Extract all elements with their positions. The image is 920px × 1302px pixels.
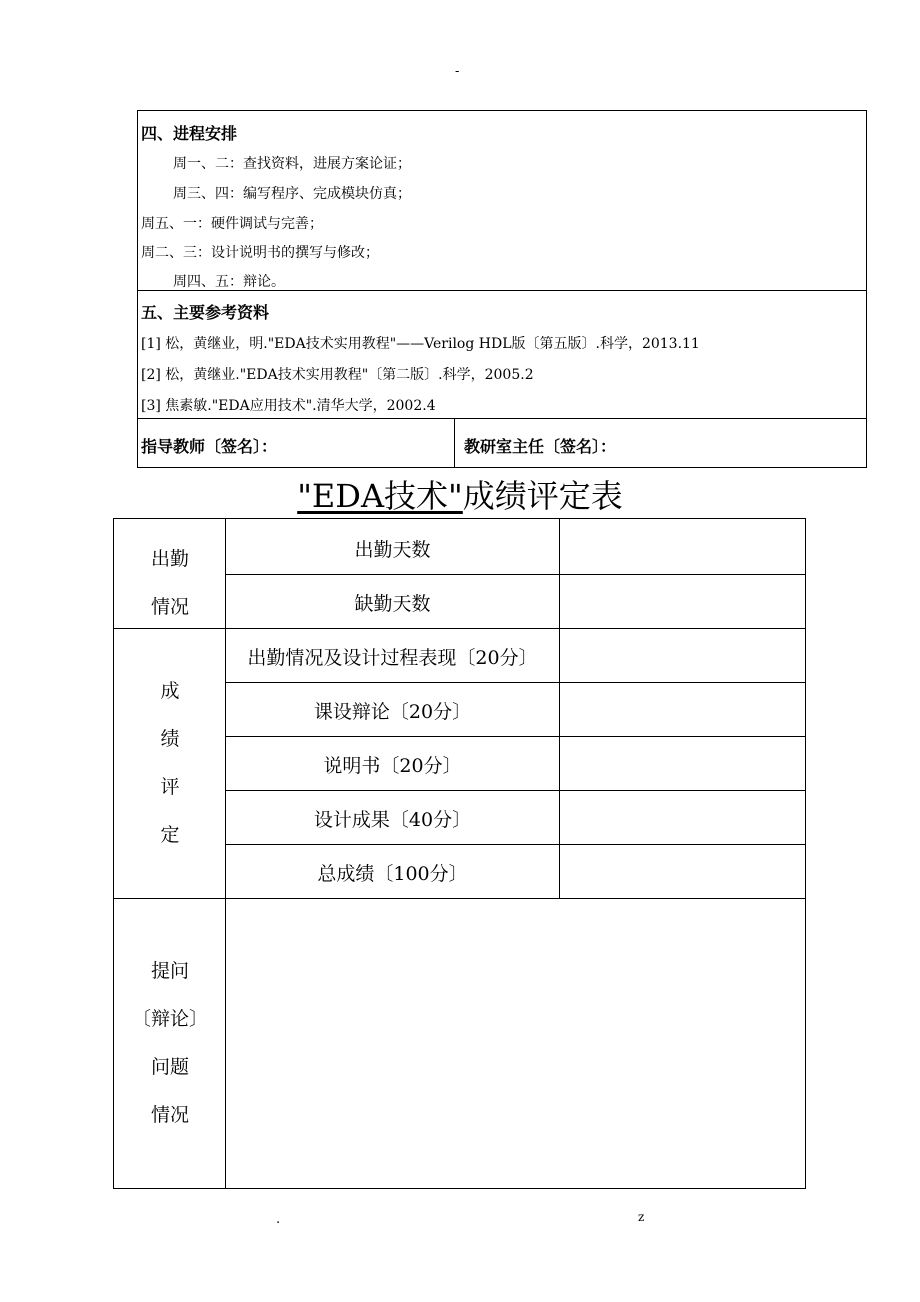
plan-box (137, 110, 867, 468)
score-row-label: 出勤情况及设计过程表现〔20分〕 (247, 647, 538, 669)
score-group-label: 成 绩 评 定 (160, 680, 180, 846)
attendance-group-label: 出勤 情况 (150, 548, 189, 618)
row-divider (225, 682, 805, 683)
references-title: 五、主要参考资料 (141, 303, 270, 322)
row-divider (225, 790, 805, 791)
schedule-line: 周一、二：查找资料，进展方案论证； (173, 156, 411, 172)
row-divider (114, 898, 805, 899)
reference-item: [1] 松，黄继业，明."EDA技术实用教程"——Verilog HDL版〔第五版〕.科学，2013.11 (141, 336, 700, 352)
score-row-label: 总成绩〔100分〕 (317, 863, 468, 885)
director-signature-label: 教研室主任〔签名〕： (464, 437, 617, 456)
column-divider (559, 519, 560, 898)
signature-divider (454, 419, 455, 468)
header-mark: - (455, 64, 460, 79)
reference-item: [3] 焦素敏."EDA应用技术".清华大学，2002.4 (141, 398, 436, 414)
page-title (0, 474, 920, 518)
row-divider (225, 574, 805, 575)
score-row-label: 说明书〔20分〕 (323, 755, 462, 777)
absence-days-label: 缺勤天数 (354, 593, 431, 615)
schedule-line: 周五、一：硬件调试与完善； (141, 216, 323, 232)
row-divider (225, 736, 805, 737)
grade-table (113, 518, 806, 1189)
schedule-line: 周三、四：编写程序、完成模块仿真； (173, 186, 411, 202)
attendance-days-label: 出勤天数 (354, 539, 431, 561)
references-section (138, 291, 866, 419)
reference-item: [2] 松，黄继业."EDA技术实用教程"〔第二版〕.科学，2005.2 (141, 367, 534, 383)
footer-left-mark: . (276, 1212, 281, 1227)
schedule-line: 周四、五：辩论。 (173, 274, 285, 290)
footer-right-mark: z (638, 1210, 645, 1224)
score-row-label: 设计成果〔40分〕 (313, 809, 472, 831)
schedule-title: 四、进程安排 (141, 124, 238, 143)
qa-group-label: 提问 〔辩论〕 问题 情况 (131, 960, 208, 1126)
schedule-section (138, 111, 866, 291)
title-underlined: "EDA技术" (297, 477, 463, 515)
signature-section (138, 419, 866, 468)
schedule-line: 周二、三：设计说明书的撰写与修改； (141, 245, 379, 261)
score-row-label: 课设辩论〔20分〕 (313, 701, 472, 723)
title-rest: 成绩评定表 (462, 477, 623, 515)
advisor-signature-label: 指导教师〔签名〕： (141, 437, 278, 456)
row-divider (225, 844, 805, 845)
